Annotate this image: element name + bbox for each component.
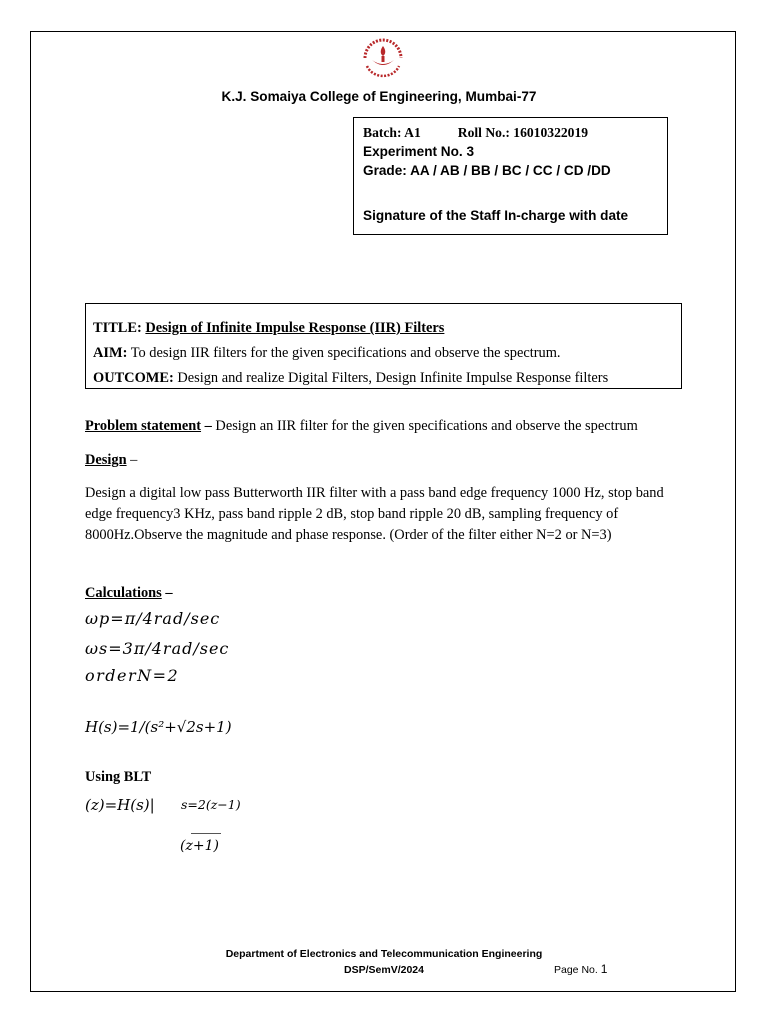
problem-statement [85, 416, 685, 437]
design-description: Design a digital low pass Butterworth IIR filter with a pass band edge frequency 1000 Hz, stop band edge frequency3 KHz, pass band ripple 2 dB, stop band ripple 20 dB, sampling frequency of 8000Hz.Observe the magnitude and phase response. (Order of the filter either N=2 or N=3) [85, 485, 664, 543]
aim-text: To design IIR filters for the given specifications and observe the spectrum. [127, 345, 561, 361]
title-box [85, 303, 682, 389]
page-number [554, 962, 607, 976]
calculations-dash: – [161, 585, 173, 601]
title-label: TITLE: [93, 320, 146, 336]
blt-heading: Using BLT [85, 769, 152, 785]
design-heading [85, 450, 685, 471]
equation-omega-p: ωp=π/4rad/sec [85, 609, 221, 628]
equation-order: orderN=2 [85, 666, 180, 685]
experiment-title: Design of Infinite Impulse Response (IIR) Filters [145, 320, 445, 336]
page-number-value: 1 [600, 962, 608, 976]
outcome-line [93, 366, 674, 391]
calculations-heading [85, 583, 685, 604]
staff-signature: Signature of the Staff In-charge with date [363, 208, 629, 223]
equation-blt-denominator: (z+1) [180, 838, 219, 854]
design-label: Design [85, 452, 127, 468]
roll-number: Roll No.: 16010322019 [457, 125, 589, 140]
title-line [93, 316, 674, 341]
fraction-bar [191, 833, 221, 834]
equation-transfer-function: H(s)=1/(s²+√2s+1) [85, 718, 232, 736]
batch-label: Batch: A1 [363, 125, 421, 140]
aim-line [93, 341, 674, 366]
outcome-text: Design and realize Digital Filters, Design Infinite Impulse Response filters [173, 370, 609, 386]
footer-course: DSP/SemV/2024 [344, 964, 424, 976]
calculations-label: Calculations [85, 585, 162, 601]
problem-text: Design an IIR filter for the given specifications and observe the spectrum [215, 418, 638, 434]
footer-department: Department of Electronics and Telecommunication Engineering [225, 948, 543, 960]
page-number-label: Page No. [554, 964, 598, 976]
problem-label: Problem statement [85, 418, 202, 434]
problem-dash: – [201, 418, 216, 434]
outcome-label: OUTCOME: [93, 370, 174, 386]
college-name: K.J. Somaiya College of Engineering, Mumbai-77 [221, 89, 537, 104]
equation-blt-left: (z)=H(s)| [85, 796, 155, 814]
grade-options: Grade: AA / AB / BB / BC / CC / CD /DD [363, 163, 611, 178]
equation-blt-substitution: s=2(z−1) [181, 797, 241, 812]
batch-roll-line [363, 123, 658, 142]
college-logo [357, 36, 409, 80]
equation-omega-s: ωs=3π/4rad/sec [85, 639, 230, 658]
experiment-number: Experiment No. 3 [363, 144, 475, 159]
design-dash: – [126, 452, 138, 468]
aim-label: AIM: [93, 345, 128, 361]
info-box [353, 117, 668, 235]
